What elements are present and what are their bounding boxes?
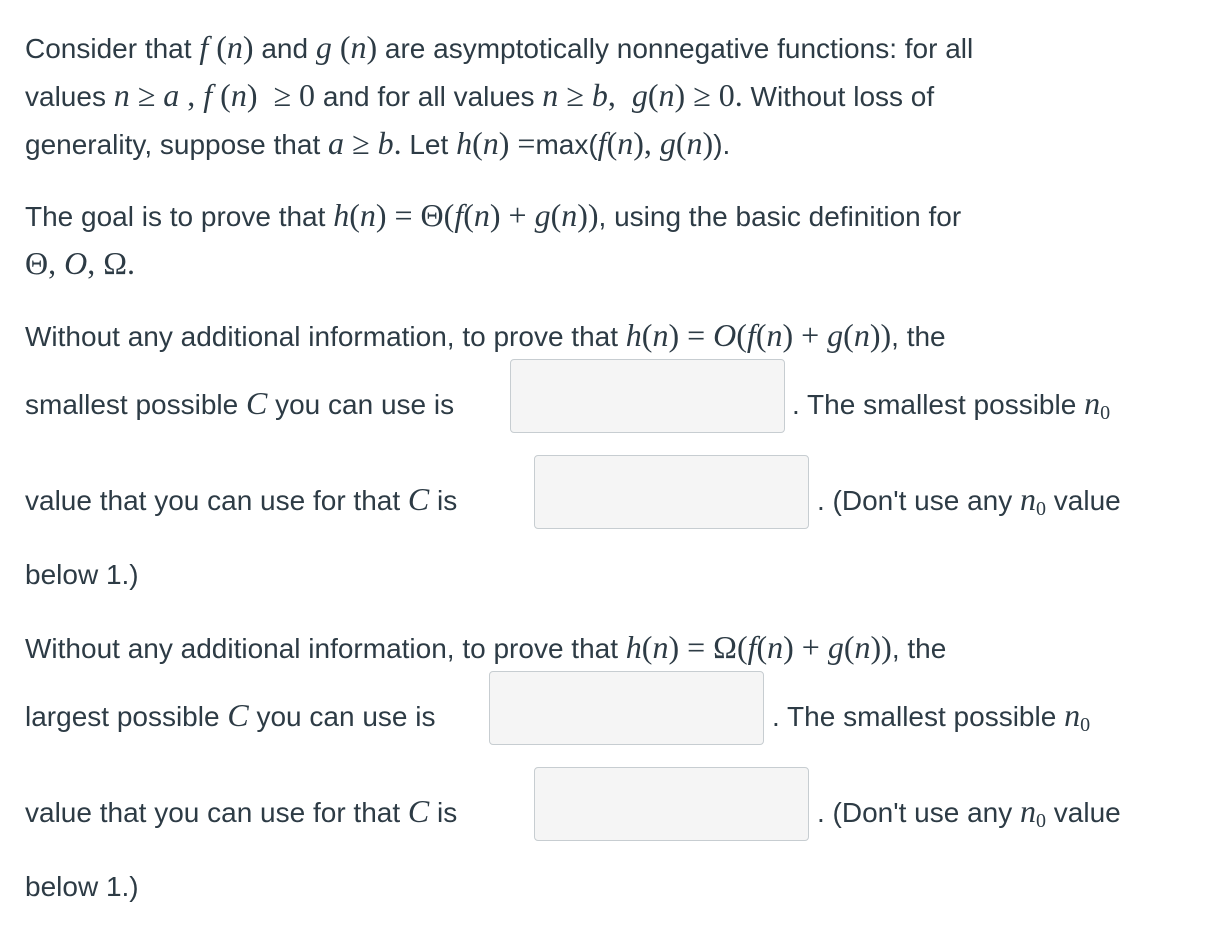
math-g-n: g (n) — [315, 29, 378, 65]
bigo-line-2-right: . The smallest possible $n_0$ — [792, 385, 1111, 424]
omega-c-input[interactable] — [489, 671, 764, 745]
intro-line-2: values n ≥ a , f (n) ≥ 0 and for all values n ≥ b, g(n) ≥ 0. Without loss of — [25, 77, 935, 113]
omega-n0-input[interactable] — [534, 767, 809, 841]
math-a-ge-b: a ≥ b. — [328, 125, 402, 161]
bigo-line-3-left: value that you can use for that C is — [25, 481, 458, 517]
omega-line-2-left: largest possible C you can use is — [25, 697, 436, 733]
bigo-line-4: below 1.) — [25, 559, 139, 590]
bigo-c-input[interactable] — [510, 359, 785, 433]
math-g-condition: n ≥ b, g(n) ≥ 0. — [542, 77, 743, 113]
math-n0: $n_0$ — [1064, 697, 1091, 736]
math-notations: Θ, O, Ω. — [25, 245, 135, 281]
omega-line-1: Without any additional information, to prove that h(n) = Ω(f(n) + g(n)), the — [25, 629, 947, 665]
math-n0: $n_0$ — [1020, 793, 1047, 832]
math-n0: $n_0$ — [1020, 481, 1047, 520]
math-max-args: f(n), g(n) — [597, 125, 714, 161]
bigo-n0-input[interactable] — [534, 455, 809, 529]
intro-line-3: generality, suppose that a ≥ b. Let h(n) =max(f(n), g(n)). — [25, 125, 731, 161]
omega-line-4: below 1.) — [25, 871, 139, 902]
goal-line-2 — [25, 245, 135, 283]
intro-line-1: Consider that f (n) and g (n) are asymptotically nonnegative functions: for all — [25, 29, 974, 65]
bigo-line-3-right: . (Don't use any $n_0$ value — [817, 481, 1121, 520]
omega-line-3-right: . (Don't use any $n_0$ value — [817, 793, 1121, 832]
math-f-n: f (n) — [199, 29, 254, 65]
math-n0: $n_0$ — [1084, 385, 1111, 424]
omega-line-3-left: value that you can use for that C is — [25, 793, 458, 829]
math-goal: h(n) = Θ(f(n) + g(n)) — [333, 197, 599, 233]
math-omega: h(n) = Ω(f(n) + g(n)) — [625, 629, 892, 665]
math-c: C — [407, 793, 430, 829]
math-c: C — [227, 697, 249, 733]
bigo-line-2-left: smallest possible C you can use is — [25, 385, 455, 421]
math-c: C — [407, 481, 430, 517]
math-c: C — [245, 385, 268, 421]
omega-line-2-right: . The smallest possible $n_0$ — [772, 697, 1091, 736]
math-h-def: h(n) = — [456, 125, 536, 161]
goal-line-1: The goal is to prove that h(n) = Θ(f(n) + g(n)), using the basic definition for — [25, 197, 962, 233]
math-f-condition: n ≥ a , f (n) ≥ 0 — [113, 77, 316, 113]
math-bigo: h(n) = O(f(n) + g(n)) — [625, 317, 892, 353]
bigo-line-1: Without any additional information, to prove that h(n) = O(f(n) + g(n)), the — [25, 317, 946, 353]
